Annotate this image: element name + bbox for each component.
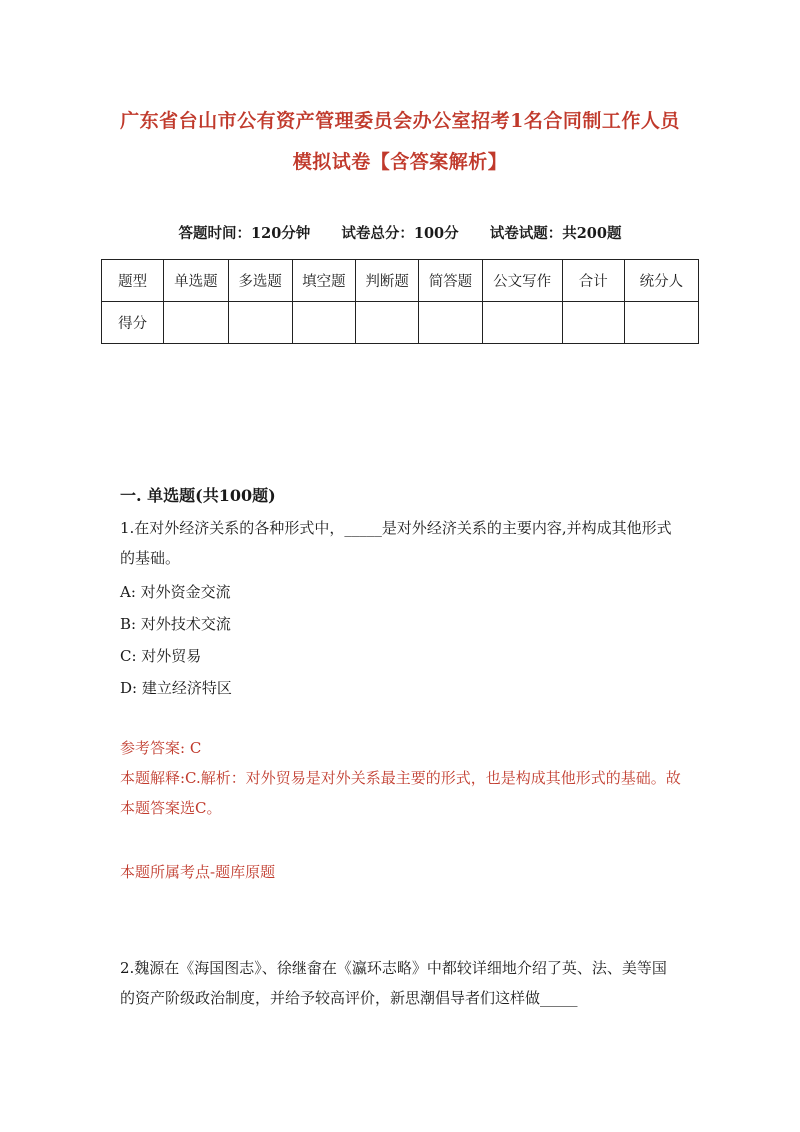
question-1-explanation: 本题解释:C.解析：对外贸易是对外关系最主要的形式，也是构成其他形式的基础。故本题答案选C。 — [120, 769, 681, 817]
question-1-source: 本题所属考点-题库原题 — [120, 863, 276, 881]
score-row-label: 得分 — [102, 302, 164, 344]
question-2-stem: 2.魏源在《海国图志》、徐继畲在《瀛环志略》中都较详细地介绍了英、法、美等国的资产阶级政治制度，并给予较高评价，新思潮倡导者们这样做_____ — [120, 959, 667, 1007]
score-table — [101, 259, 699, 344]
document-title-line-1: 广东省台山市公有资产管理委员会办公室招考1名合同制工作人员 — [120, 110, 680, 132]
score-cell — [356, 302, 419, 344]
score-table-header-cell: 单选题 — [164, 260, 228, 302]
score-cell — [164, 302, 228, 344]
score-table-header-cell: 题型 — [102, 260, 164, 302]
score-cell — [562, 302, 624, 344]
question-1-option-c: C: 对外贸易 — [120, 647, 202, 665]
score-table-header-cell: 填空题 — [292, 260, 355, 302]
question-1-option-a: A: 对外资金交流 — [120, 583, 231, 601]
score-table-header-cell: 判断题 — [356, 260, 419, 302]
score-table-header-cell: 多选题 — [228, 260, 292, 302]
question-1-stem: 1.在对外经济关系的各种形式中，_____是对外经济关系的主要内容,并构成其他形式的基础。 — [120, 519, 672, 567]
exam-question-count: 试卷试题：共200题 — [489, 225, 622, 242]
score-cell — [292, 302, 355, 344]
score-cell — [482, 302, 562, 344]
exam-total-score: 试卷总分：100分 — [341, 225, 459, 242]
question-1-answer: 参考答案: C — [120, 739, 202, 757]
score-table-header-cell: 简答题 — [419, 260, 482, 302]
exam-meta — [0, 222, 800, 243]
score-table-header-cell: 公文写作 — [482, 260, 562, 302]
score-cell — [624, 302, 698, 344]
score-table-score-row — [102, 302, 699, 344]
question-1-option-d: D: 建立经济特区 — [120, 679, 232, 697]
score-table-header-cell: 合计 — [562, 260, 624, 302]
question-1-option-b: B: 对外技术交流 — [120, 615, 231, 633]
score-cell — [228, 302, 292, 344]
document-title-line-2: 模拟试卷【含答案解析】 — [292, 151, 508, 173]
section-title: 一. 单选题(共100题) — [120, 486, 276, 505]
score-table-header-row — [102, 260, 699, 302]
exam-time: 答题时间：120分钟 — [178, 225, 311, 242]
score-cell — [419, 302, 482, 344]
score-table-header-cell: 统分人 — [624, 260, 698, 302]
